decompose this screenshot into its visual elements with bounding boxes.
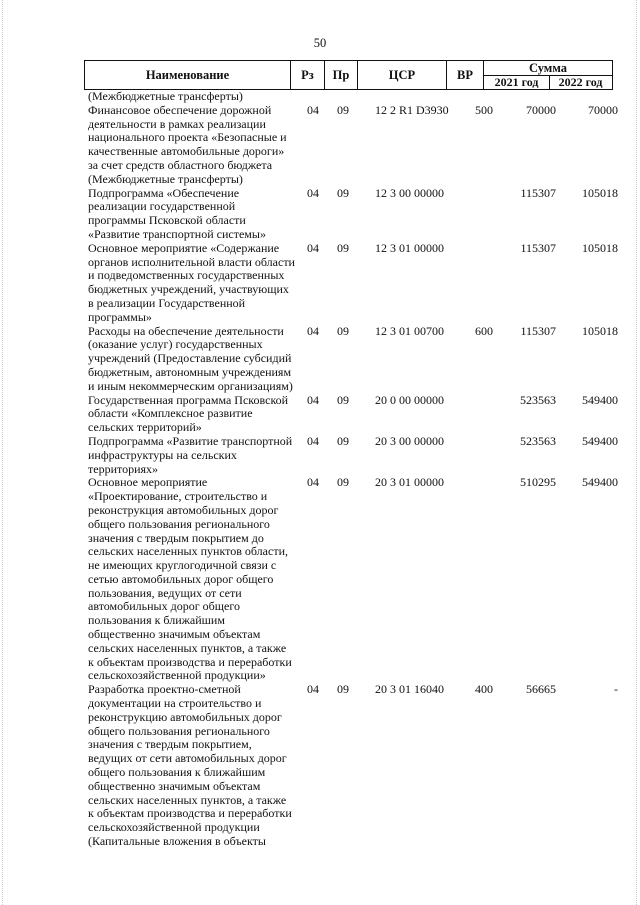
row-vr: 400	[475, 682, 493, 697]
page-number: 50	[313, 36, 327, 50]
row-vr: 600	[475, 323, 493, 338]
row-sum-2022: 549400	[582, 392, 618, 407]
table-row	[88, 240, 618, 325]
row-name: Основное мероприятие «Содержание органов исполнительной власти области и подведомственных государственных бюджетных учреждений, участвующих в реализации Государственной программы»	[88, 240, 295, 324]
row-pr: 09	[337, 682, 349, 697]
table-row	[88, 102, 618, 187]
row-sum-2022: 70000	[588, 102, 618, 117]
page-edge-left	[2, 0, 3, 905]
row-pr: 09	[337, 392, 349, 407]
row-sum-2021: 523563	[520, 392, 556, 407]
row-csr: 20 0 00 00000	[375, 392, 444, 407]
row-rz: 04	[307, 433, 319, 448]
table-row	[88, 185, 618, 242]
row-sum-2022: -	[614, 682, 618, 697]
header-year-2021: 2021 год	[484, 75, 550, 89]
row-sum-2022: 105018	[582, 185, 618, 200]
row-name: Государственная программа Псковской области «Комплексное развитие сельских территорий»	[88, 392, 289, 435]
header-sum: Сумма	[484, 61, 612, 76]
table-row	[88, 392, 618, 435]
row-sum-2021: 70000	[526, 102, 556, 117]
row-rz: 04	[307, 240, 319, 255]
row-csr: 12 2 R1 D3930	[375, 102, 449, 117]
row-pr: 09	[337, 475, 349, 490]
row-sum-2021: 523563	[520, 433, 556, 448]
row-sum-2021: 115307	[520, 185, 556, 200]
row-rz: 04	[307, 475, 319, 490]
row-vr: 500	[475, 102, 493, 117]
header-sum-group	[483, 60, 613, 90]
row-csr: 12 3 00 00000	[375, 185, 444, 200]
row-name: Расходы на обеспечение деятельности (оказание услуг) государственных учреждений (Предоставление субсидий бюджетным, автономным учреждениям и иным некоммерческим организациям)	[88, 323, 293, 393]
header-csr: ЦСР	[357, 60, 447, 90]
row-rz: 04	[307, 323, 319, 338]
row-rz: 04	[307, 682, 319, 697]
row-sum-2022: 549400	[582, 475, 618, 490]
row-rz: 04	[307, 185, 319, 200]
table-row	[88, 433, 618, 476]
header-pr: Пр	[324, 60, 358, 90]
row-name: (Межбюджетные трансферты)	[88, 89, 243, 103]
row-name: Финансовое обеспечение дорожной деятельности в рамках реализации национального проекта «Безопасные и качественные автомобильные дороги» за счет средств областного бюджета (Межбюджетные трансферты)	[88, 102, 287, 186]
header-year-2022: 2022 год	[558, 75, 603, 89]
row-pr: 09	[337, 185, 349, 200]
row-pr: 09	[337, 433, 349, 448]
row-csr: 20 3 01 00000	[375, 475, 444, 490]
row-sum-2022: 105018	[582, 240, 618, 255]
row-name: Подпрограмма «Развитие транспортной инфраструктуры на сельских территориях»	[88, 433, 293, 476]
table-body	[88, 89, 618, 849]
table-row	[88, 323, 618, 394]
header-rz: Рз	[290, 60, 325, 90]
header-name: Наименование	[84, 60, 291, 90]
table-row	[88, 475, 618, 683]
row-name: Основное мероприятие «Проектирование, строительство и реконструкция автомобильных дорог общего пользования регионального значения с твердым покрытием до сельских населенных пунктов области, не имеющих круглогодичной связи с сетью автомобильных дорог общего пользования, ведущих от сети автомобильных дорог общего пользования к ближайшим общественно значимым объектам сельских населенных пунктов, а также к объектам производства и переработки сельскохозяйственной продукции»	[88, 475, 292, 683]
row-pr: 09	[337, 323, 349, 338]
row-sum-2021: 510295	[520, 475, 556, 490]
row-rz: 04	[307, 392, 319, 407]
row-name: Разработка проектно-сметной документации на строительство и реконструкцию автомобильных дорог общего пользования регионального значения с твердым покрытием, ведущих от сети автомобильных дорог общего пользования к ближайшим общественно значимым объектам сельских населенных пунктов, а также к объектам производства и переработки сельскохозяйственной продукции (Капитальные вложения в объекты	[88, 682, 292, 849]
table-row	[88, 90, 608, 104]
row-sum-2022: 549400	[582, 433, 618, 448]
table-row	[88, 682, 618, 849]
row-sum-2022: 105018	[582, 323, 618, 338]
header-vr: ВР	[446, 60, 484, 90]
row-rz: 04	[307, 102, 319, 117]
row-pr: 09	[337, 240, 349, 255]
row-csr: 20 3 01 16040	[375, 682, 444, 697]
row-sum-2021: 115307	[520, 240, 556, 255]
row-sum-2021: 115307	[520, 323, 556, 338]
row-csr: 20 3 00 00000	[375, 433, 444, 448]
page-edge-right	[636, 0, 637, 905]
row-csr: 12 3 01 00000	[375, 240, 444, 255]
row-name: Подпрограмма «Обеспечение реализации государственной программы Псковской области «Развитие транспортной системы»	[88, 185, 266, 241]
table-header	[84, 60, 613, 90]
row-pr: 09	[337, 102, 349, 117]
row-csr: 12 3 01 00700	[375, 323, 444, 338]
row-sum-2021: 56665	[526, 682, 556, 697]
